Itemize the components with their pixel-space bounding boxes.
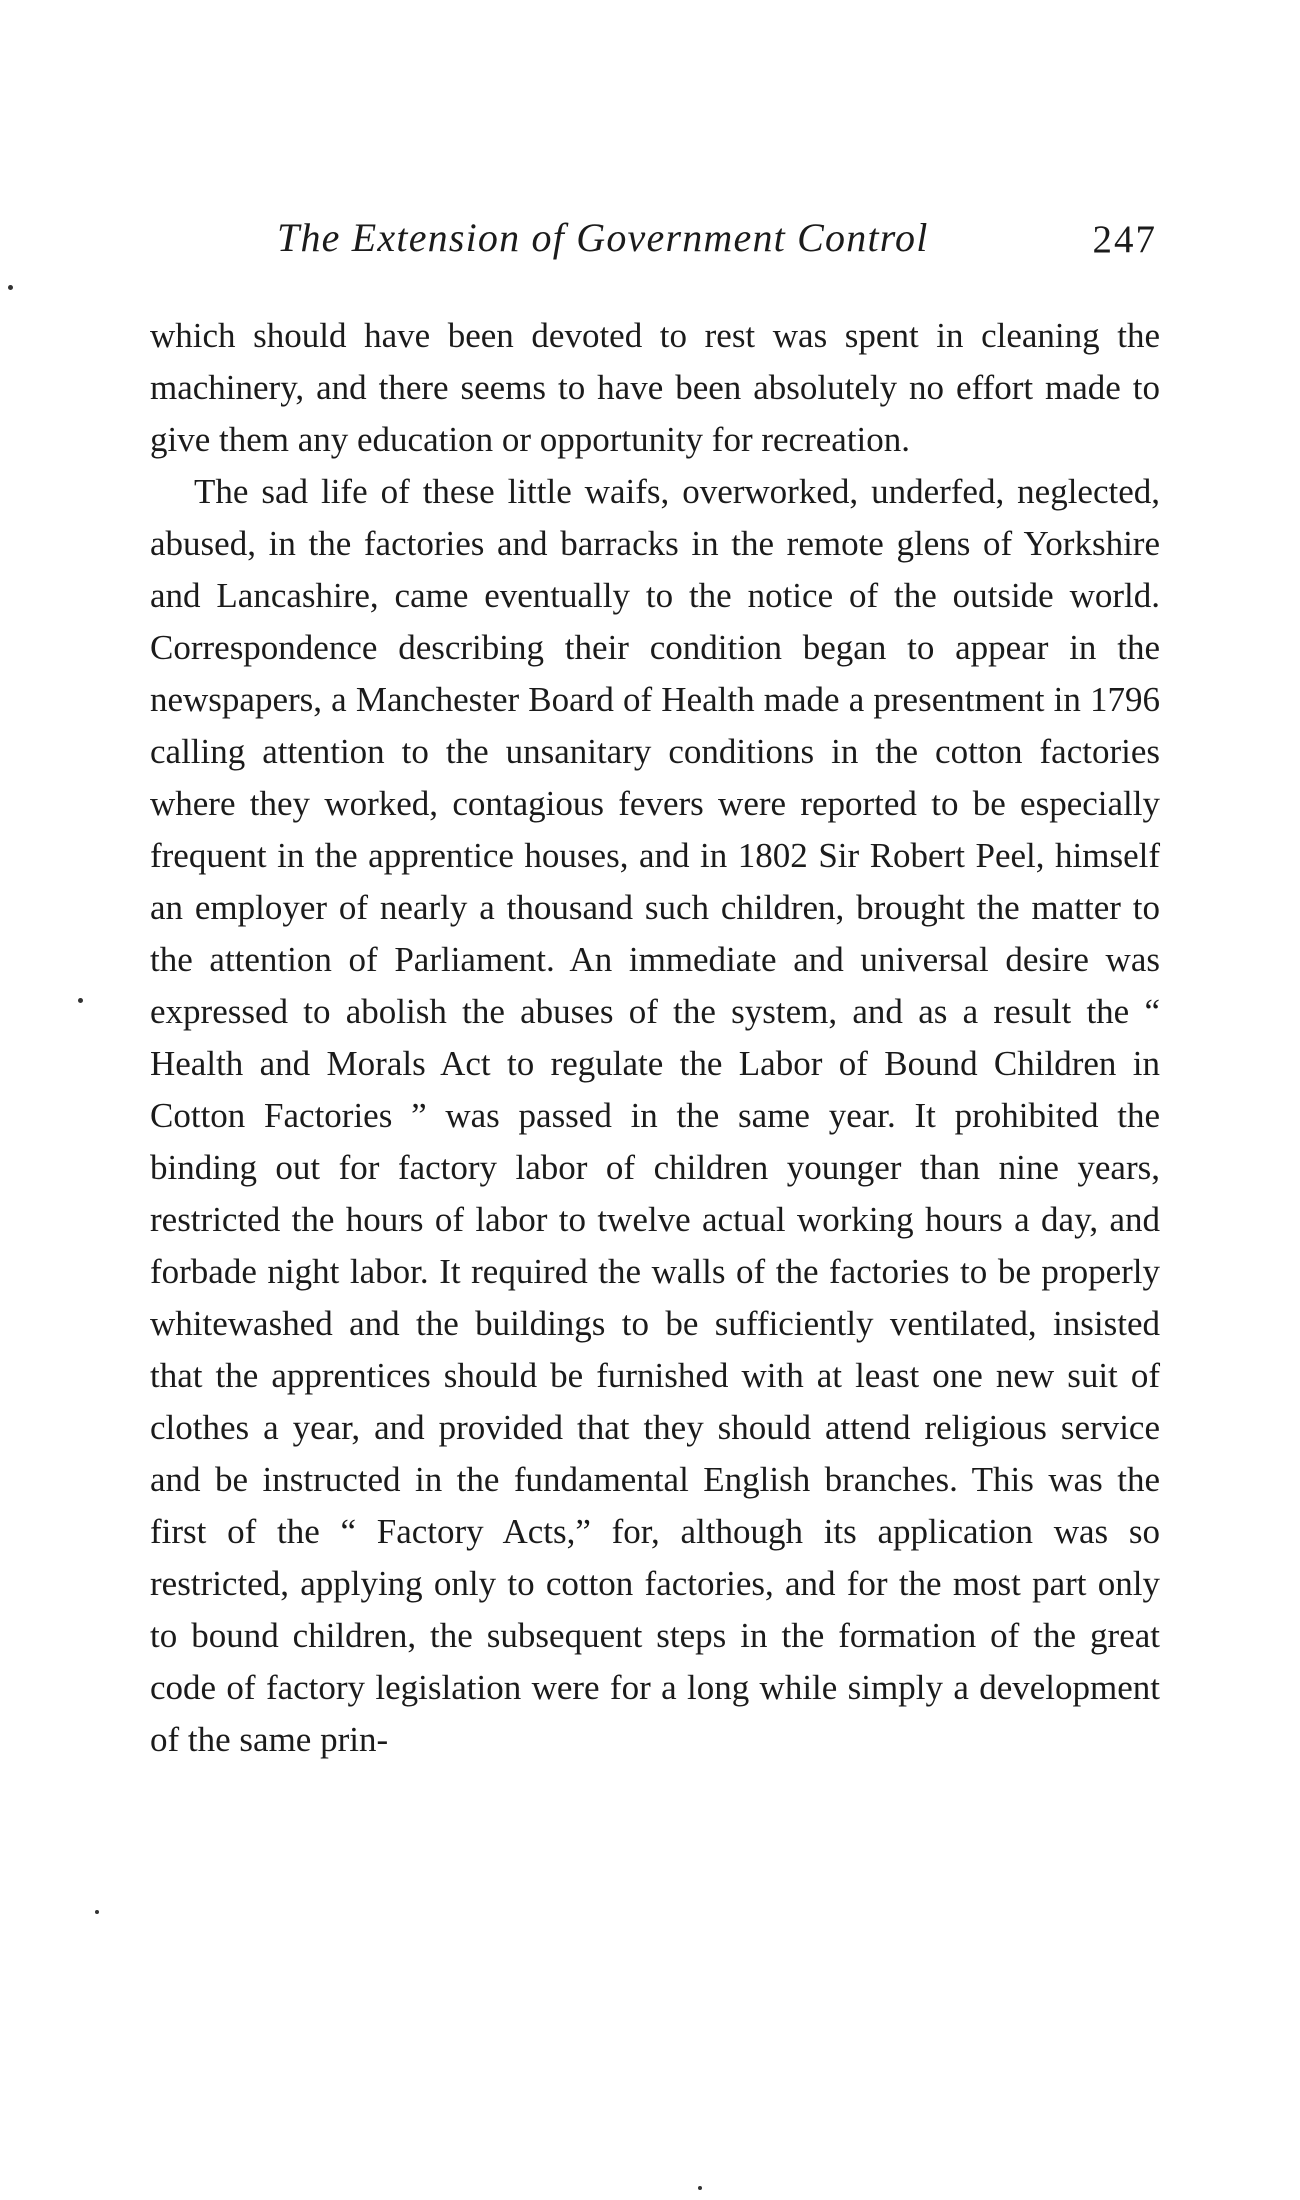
body-text: [150, 310, 1160, 1766]
paragraph: The sad life of these little waifs, overworked, underfed, neglected, abused, in the factories and barracks in the remote glens of Yorkshire and Lancashire, came eventually to the notice of the outside world. Correspondence describing their condition began to appear in the newspapers, a Manchester Board of Health made a presentment in 1796 calling attention to the unsanitary conditions in the cotton factories where they worked, contagious fevers were reported to be especially frequent in the apprentice houses, and in 1802 Sir Robert Peel, himself an employer of nearly a thousand such children, brought the matter to the attention of Parliament. An immediate and universal desire was expressed to abolish the abuses of the system, and as a result the “ Health and Morals Act to regulate the Labor of Bound Children in Cotton Factories ” was passed in the same year. It prohibited the binding out for factory labor of children younger than nine years, restricted the hours of labor to twelve actual working hours a day, and forbade night labor. It required the walls of the factories to be properly whitewashed and the buildings to be sufficiently ventilated, insisted that the apprentices should be furnished with at least one new suit of clothes a year, and provided that they should attend religious service and be instructed in the fundamental English branches. This was the first of the “ Factory Acts,” for, although its application was so restricted, applying only to cotton factories, and for the most part only to bound children, the subsequent steps in the formation of the great code of factory legislation were for a long while simply a development of the same prin-: [150, 472, 1160, 1759]
running-head: [277, 208, 1157, 268]
running-title: The Extension of Government Control: [277, 215, 929, 260]
margin-speck: [95, 1910, 99, 1914]
margin-speck: [698, 2186, 702, 2190]
page-number: 247: [1092, 218, 1157, 261]
paragraph: which should have been devoted to rest was spent in cleaning the machinery, and there seems to have been absolutely no effort made to give them any education or opportunity for recreation.: [150, 316, 1160, 459]
margin-speck: [78, 998, 83, 1003]
margin-speck: [8, 285, 13, 290]
